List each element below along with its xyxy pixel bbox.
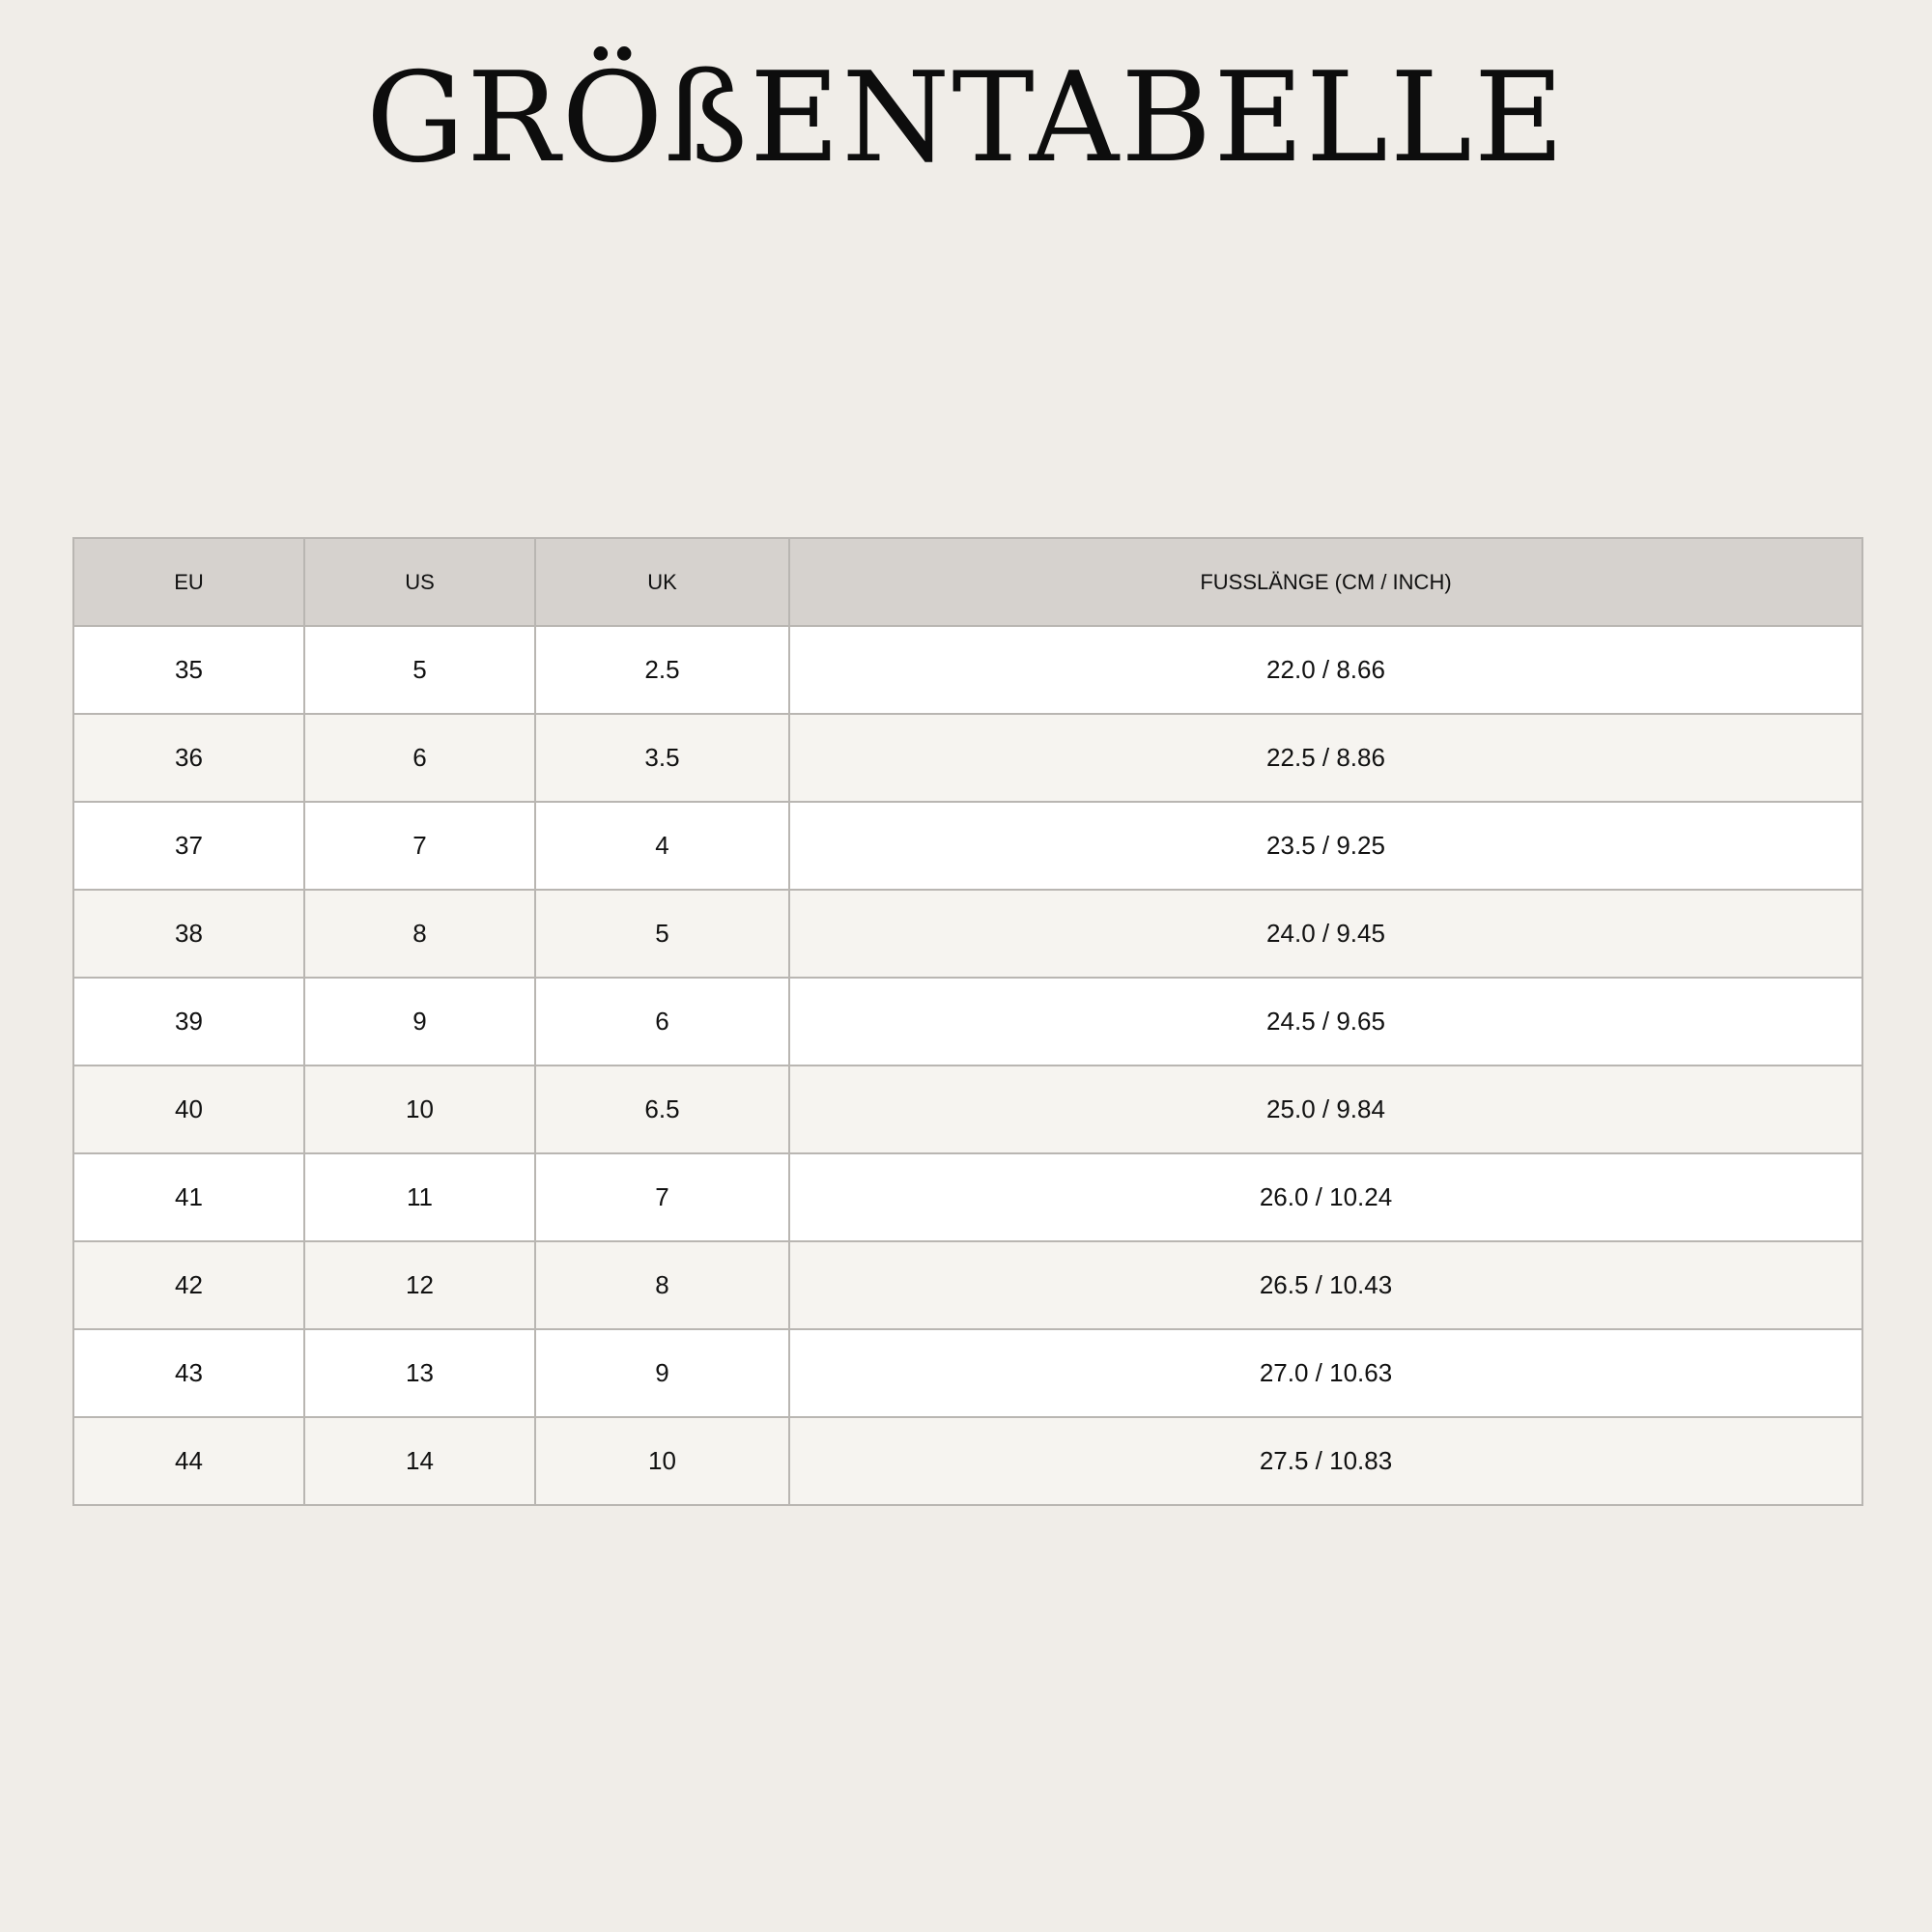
cell-eu: 40 (73, 1065, 304, 1153)
cell-us: 9 (304, 978, 535, 1065)
cell-uk: 2.5 (535, 626, 789, 714)
table-row (73, 1241, 1862, 1329)
cell-uk: 8 (535, 1241, 789, 1329)
cell-us: 12 (304, 1241, 535, 1329)
table-body (73, 626, 1862, 1505)
column-header-us: US (304, 538, 535, 626)
cell-uk: 9 (535, 1329, 789, 1417)
page-title: GRÖßENTABELLE (365, 46, 1567, 190)
cell-us: 11 (304, 1153, 535, 1241)
cell-eu: 41 (73, 1153, 304, 1241)
cell-uk: 3.5 (535, 714, 789, 802)
cell-foot-length: 23.5 / 9.25 (789, 802, 1862, 890)
cell-eu: 36 (73, 714, 304, 802)
cell-eu: 43 (73, 1329, 304, 1417)
cell-eu: 44 (73, 1417, 304, 1505)
cell-foot-length: 24.0 / 9.45 (789, 890, 1862, 978)
cell-us: 8 (304, 890, 535, 978)
cell-us: 7 (304, 802, 535, 890)
cell-uk: 6.5 (535, 1065, 789, 1153)
cell-us: 5 (304, 626, 535, 714)
table-row (73, 1153, 1862, 1241)
table-row (73, 626, 1862, 714)
cell-us: 13 (304, 1329, 535, 1417)
cell-eu: 38 (73, 890, 304, 978)
cell-us: 6 (304, 714, 535, 802)
cell-us: 10 (304, 1065, 535, 1153)
table-row (73, 1065, 1862, 1153)
cell-foot-length: 22.5 / 8.86 (789, 714, 1862, 802)
table-row (73, 802, 1862, 890)
cell-uk: 7 (535, 1153, 789, 1241)
table-row (73, 890, 1862, 978)
cell-us: 14 (304, 1417, 535, 1505)
column-header-uk: UK (535, 538, 789, 626)
cell-foot-length: 24.5 / 9.65 (789, 978, 1862, 1065)
cell-uk: 10 (535, 1417, 789, 1505)
table-header (73, 538, 1862, 626)
table-row (73, 1417, 1862, 1505)
cell-foot-length: 22.0 / 8.66 (789, 626, 1862, 714)
cell-eu: 39 (73, 978, 304, 1065)
cell-foot-length: 25.0 / 9.84 (789, 1065, 1862, 1153)
cell-uk: 6 (535, 978, 789, 1065)
column-header-eu: EU (73, 538, 304, 626)
cell-foot-length: 26.0 / 10.24 (789, 1153, 1862, 1241)
cell-eu: 42 (73, 1241, 304, 1329)
table-header-row (73, 538, 1862, 626)
cell-foot-length: 26.5 / 10.43 (789, 1241, 1862, 1329)
cell-foot-length: 27.0 / 10.63 (789, 1329, 1862, 1417)
size-chart-table (72, 537, 1863, 1506)
cell-eu: 37 (73, 802, 304, 890)
column-header-foot-length: FUSSLÄNGE (CM / INCH) (789, 538, 1862, 626)
table-row (73, 1329, 1862, 1417)
cell-eu: 35 (73, 626, 304, 714)
cell-uk: 4 (535, 802, 789, 890)
cell-foot-length: 27.5 / 10.83 (789, 1417, 1862, 1505)
cell-uk: 5 (535, 890, 789, 978)
table-row (73, 714, 1862, 802)
table-row (73, 978, 1862, 1065)
